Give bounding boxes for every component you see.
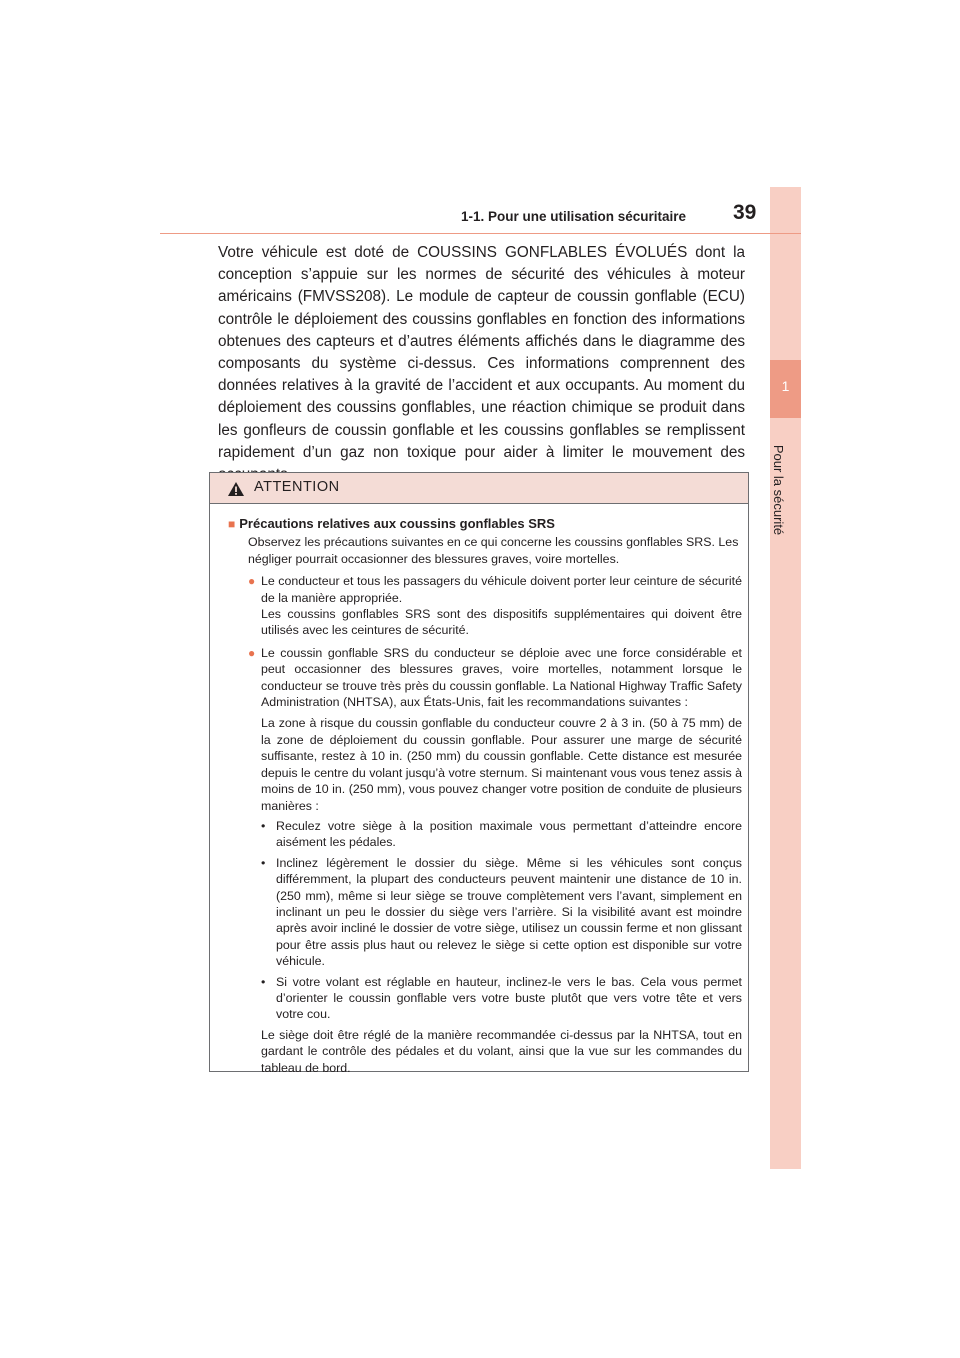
circle-bullet-icon: ● xyxy=(248,574,256,589)
warning-triangle-icon xyxy=(227,481,245,502)
circle-bullet-icon: ● xyxy=(248,645,256,660)
item2-paragraph2: La zone à risque du coussin gonflable du conducteur couvre 2 à 3 in. (50 à 75 mm) de la zone de déploiement du coussin gonflable. Pour assurer une marge de sécurité suffisante, restez à 10 in. (250 mm) du coussin gonflable. Cette distance est mesurée depuis le centre du volant jusqu’à votre sternum. Si maintenant vous vous tenez assis à moins de 10 in. (250 mm), vous pouvez changer votre position de conduite de plusieurs manières : xyxy=(261,716,742,813)
section-content xyxy=(246,534,742,1088)
sub-bullet-1: Reculez votre siège à la position maximale vous permettant d’atteindre encore aisément les pédales. xyxy=(276,818,742,850)
header-rule xyxy=(160,233,801,234)
chapter-label: Pour la sécurité xyxy=(771,444,786,536)
list-item xyxy=(248,645,742,1089)
square-bullet-icon: ■ xyxy=(228,517,236,531)
attention-footer: Le siège doit être réglé de la manière recommandée ci-dessus par la NHTSA, tout en gardant le contrôle des pédales et du volant, ainsi que la vue sur les commandes du tableau de bord. xyxy=(261,1027,742,1075)
item1-paragraph1: Le conducteur et tous les passagers du véhicule doivent porter leur ceinture de sécurité de la manière appropriée. xyxy=(261,574,742,605)
sub-list-item xyxy=(261,818,742,851)
small-bullet-icon: • xyxy=(261,974,266,989)
list-item xyxy=(248,573,742,639)
small-bullet-icon: • xyxy=(261,818,266,833)
attention-box xyxy=(209,472,749,1075)
attention-title: ATTENTION xyxy=(254,479,340,495)
sub-bullet-3: Si votre volant est réglable en hauteur, inclinez-le vers le bas. Cela vous permet d’orienter le coussin gonflable vers votre buste plutôt que vers votre tête et vers votre cou. xyxy=(276,974,742,1022)
sub-list-item xyxy=(261,855,742,970)
section-title: Précautions relatives aux coussins gonflables SRS xyxy=(239,516,555,531)
side-tab xyxy=(770,187,801,1169)
section-heading xyxy=(228,516,742,532)
chapter-number-tab[interactable]: 1 xyxy=(770,360,801,418)
attention-header xyxy=(210,473,748,504)
page-number: 39 xyxy=(733,201,757,224)
sub-list-item xyxy=(261,974,742,1023)
attention-body xyxy=(210,504,748,1088)
small-bullet-icon: • xyxy=(261,855,266,870)
sub-bullet-2: Inclinez légèrement le dossier du siège. Même si les véhicules sont conçus différemment, la plupart des conducteurs peuvent maintenir une distance de 10 in. (250 mm), même si leur siège se trouve complètement vers l’avant, simplement en inclinant un peu le dossier du siège vers l’arrière. Si la visibilité avant est moindre après avoir incliné le dossier de votre siège, utilisez un coussin ferme et non glissant pour être assis plus haut ou relevez le siège si cette option est disponible sur votre véhicule. xyxy=(276,855,742,969)
section-intro: Observez les précautions suivantes en ce qui concerne les coussins gonflables SRS. Les négliger pourrait occasionner des blessures graves, voire mortelles. xyxy=(248,535,739,566)
running-head: 1-1. Pour une utilisation sécuritaire xyxy=(460,209,686,224)
item1-paragraph2: Les coussins gonflables SRS sont des dispositifs supplémentaires qui doivent être utilisés avec les ceintures de sécurité. xyxy=(261,607,742,638)
intro-paragraph: Votre véhicule est doté de COUSSINS GONFLABLES ÉVOLUÉS dont la conception s’appuie sur les normes de sécurité des véhicules à moteur américains (FMVSS208). Le module de capteur de coussin gonflable (ECU) contrôle le déploiement des coussins gonflables en fonction des informations obtenues des capteurs et d’autres éléments affichés dans le diagramme des composants du système ci-dessus. Ces informations comprennent des données relatives à la gravité de l’accident et aux occupants. Au moment du déploiement des coussins gonflables, une réaction chimique se produit dans les gonfleurs de coussin gonflable et les coussins gonflables se remplissent rapidement d’un gaz non toxique pour aider à limiter le mouvement des xyxy=(218,244,745,461)
item2-paragraph1: Le coussin gonflable SRS du conducteur se déploie avec une force considérable et peut occasionner des blessures graves, voire mortelles, notamment lorsque le conducteur se trouve très près du coussin gonflable. La National Highway Traffic Safety Administration (NHTSA), aux États-Unis, fait les recommandations suivantes : xyxy=(261,645,742,710)
